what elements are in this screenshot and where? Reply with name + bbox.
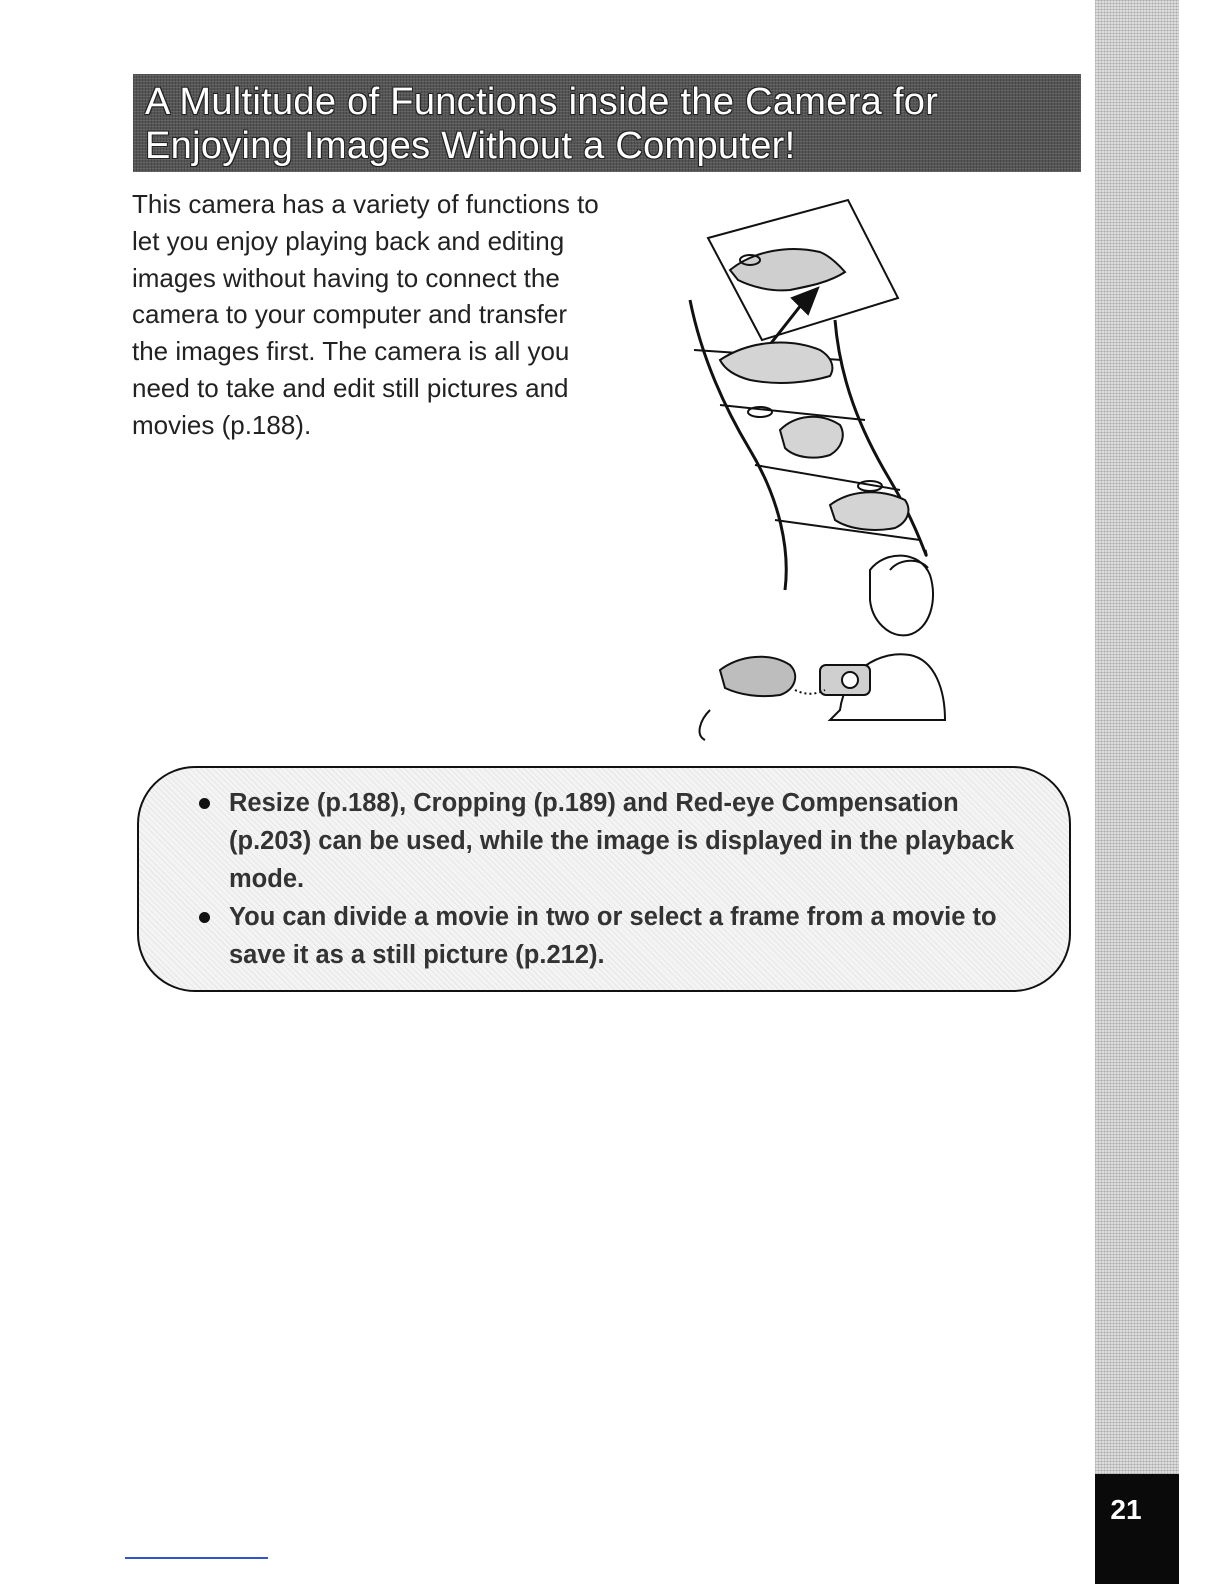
feature-callout-box (137, 766, 1071, 992)
feature-list (199, 784, 1019, 974)
feature-item (199, 898, 1019, 974)
footer-rule (125, 1557, 268, 1559)
bullet-icon (199, 798, 210, 809)
film-strip-illustration (680, 190, 960, 750)
thumb-index-strip (1095, 0, 1179, 1474)
title-line-1: A Multitude of Functions inside the Camera for (145, 81, 939, 123)
bullet-icon (199, 912, 210, 923)
title-banner (133, 74, 1081, 172)
page-number-tab (1095, 1474, 1179, 1584)
feature-item (199, 784, 1019, 898)
feature-text: Resize (p.188), Cropping (p.189) and Red-eye Compensation (p.203) can be used, while the image is displayed in the playback mode. (229, 789, 1015, 893)
feature-text: You can divide a movie in two or select a frame from a movie to save it as a still picture (p.212). (229, 903, 997, 969)
page-number: 21 (1110, 1494, 1142, 1525)
title-line-2: Enjoying Images Without a Computer! (145, 125, 796, 167)
intro-paragraph: This camera has a variety of functions to let you enjoy playing back and editing images without having to connect the camera to your computer and transfer the images first. The camera is all you need to take and edit still pictures and movies (p.188). (132, 189, 599, 440)
